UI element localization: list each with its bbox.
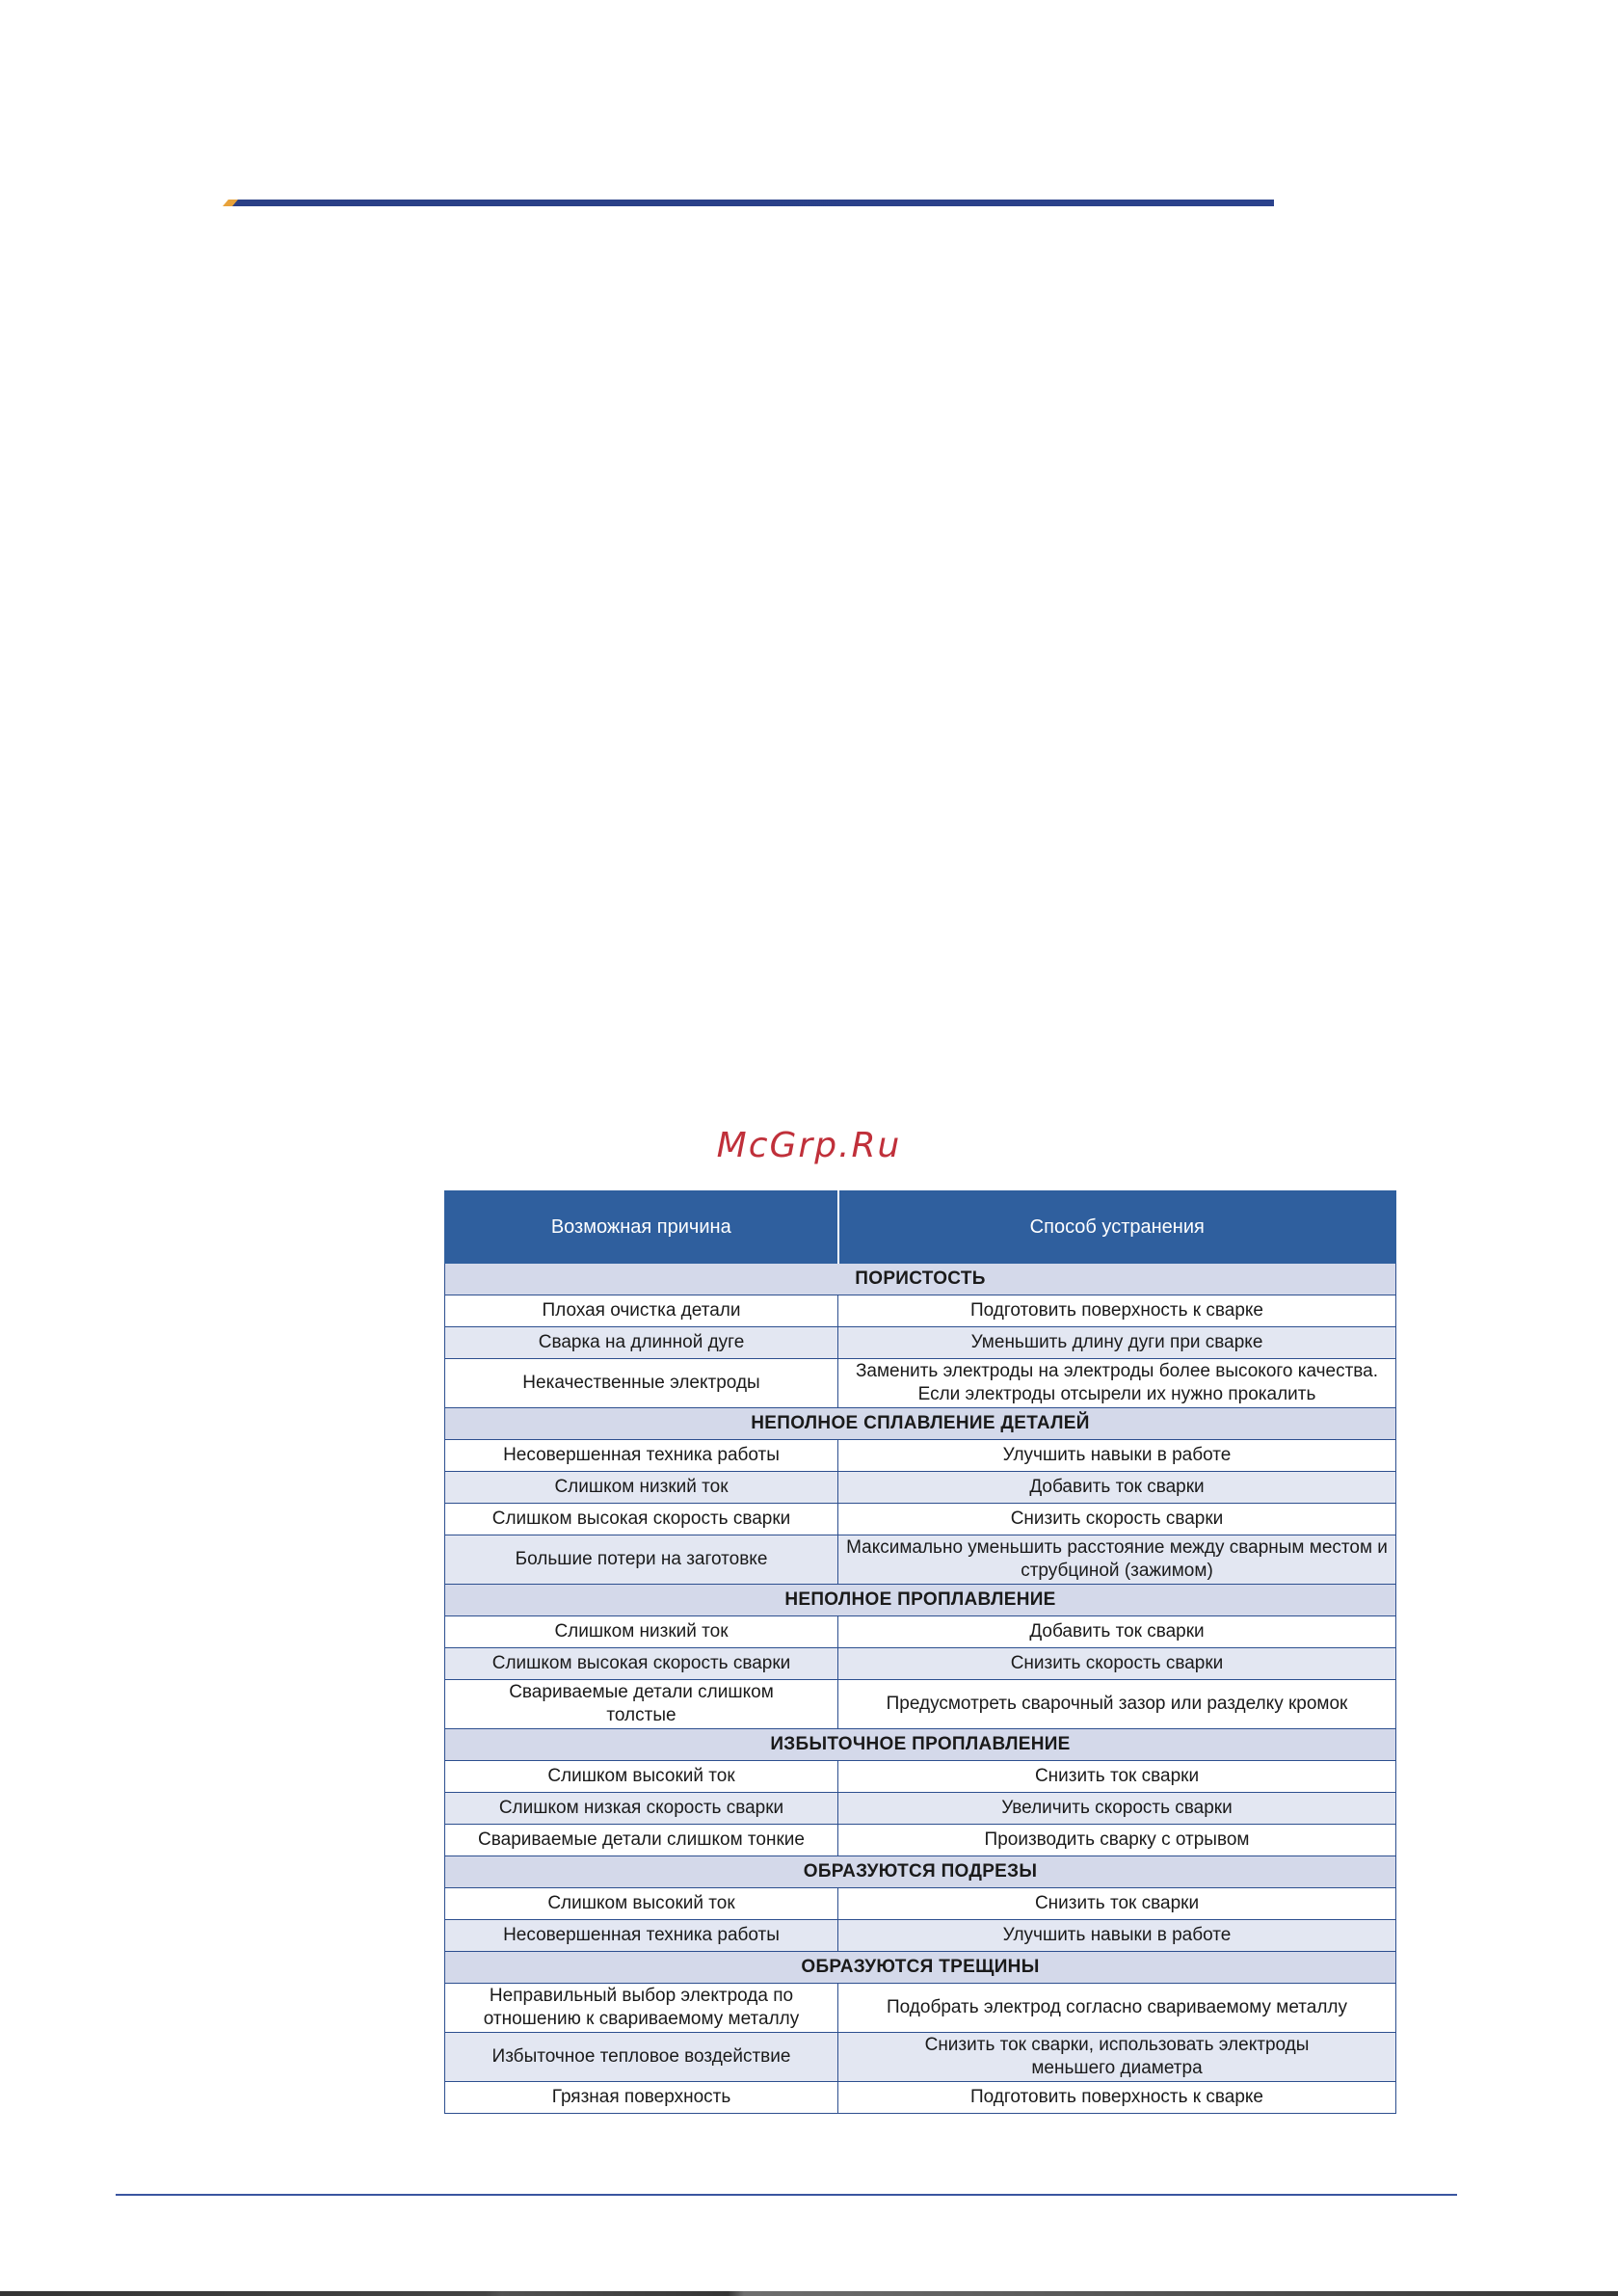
table-row	[445, 1648, 1396, 1680]
cause-cell: Избыточное тепловое воздействие	[445, 2033, 838, 2082]
table-row	[445, 2082, 1396, 2114]
section-title: ПОРИСТОСТЬ	[445, 1264, 1396, 1295]
table-row	[445, 1440, 1396, 1472]
fix-cell: Снизить ток сварки	[838, 1761, 1396, 1793]
table-header-row	[445, 1191, 1396, 1264]
fix-cell: Предусмотреть сварочный зазор или разделку кромок	[838, 1680, 1396, 1729]
section-row	[445, 1408, 1396, 1440]
cause-cell: Слишком низкая скорость сварки	[445, 1793, 838, 1825]
table-row	[445, 1984, 1396, 2033]
troubleshooting-table-wrap	[444, 1190, 1395, 2114]
fix-cell: Заменить электроды на электроды более высокого качества. Если электроды отсырели их нужно прокалить	[838, 1359, 1396, 1408]
cause-cell: Слишком высокий ток	[445, 1761, 838, 1793]
fix-cell: Подготовить поверхность к сварке	[838, 2082, 1396, 2114]
table-row	[445, 1504, 1396, 1535]
cause-cell: Слишком высокая скорость сварки	[445, 1504, 838, 1535]
cause-cell: Свариваемые детали слишком тонкие	[445, 1825, 838, 1856]
cause-cell: Слишком высокая скорость сварки	[445, 1648, 838, 1680]
cause-cell: Слишком низкий ток	[445, 1472, 838, 1504]
section-row	[445, 1856, 1396, 1888]
fix-cell: Добавить ток сварки	[838, 1616, 1396, 1648]
table-row	[445, 2033, 1396, 2082]
table-row	[445, 1616, 1396, 1648]
section-title: ИЗБЫТОЧНОЕ ПРОПЛАВЛЕНИЕ	[445, 1729, 1396, 1761]
header-fix: Способ устранения	[838, 1191, 1396, 1264]
fix-cell: Уменьшить длину дуги при сварке	[838, 1327, 1396, 1359]
fix-cell: Улучшить навыки в работе	[838, 1920, 1396, 1952]
fix-cell: Увеличить скорость сварки	[838, 1793, 1396, 1825]
cause-cell: Слишком высокий ток	[445, 1888, 838, 1920]
table-row	[445, 1472, 1396, 1504]
table-row	[445, 1793, 1396, 1825]
fix-cell: Подобрать электрод согласно свариваемому металлу	[838, 1984, 1396, 2033]
fix-cell: Максимально уменьшить расстояние между сварным местом и струбциной (зажимом)	[838, 1535, 1396, 1585]
table-row	[445, 1535, 1396, 1585]
section-row	[445, 1585, 1396, 1616]
section-row	[445, 1729, 1396, 1761]
section-title: НЕПОЛНОЕ ПРОПЛАВЛЕНИЕ	[445, 1585, 1396, 1616]
cause-cell: Большие потери на заготовке	[445, 1535, 838, 1585]
cause-cell: Неправильный выбор электрода по отношению к свариваемому металлу	[445, 1984, 838, 2033]
table-row	[445, 1359, 1396, 1408]
table-row	[445, 1920, 1396, 1952]
fix-cell: Добавить ток сварки	[838, 1472, 1396, 1504]
header-cause: Возможная причина	[445, 1191, 838, 1264]
table-row	[445, 1888, 1396, 1920]
fix-cell: Снизить скорость сварки	[838, 1648, 1396, 1680]
section-title: ОБРАЗУЮТСЯ ПОДРЕЗЫ	[445, 1856, 1396, 1888]
table-row	[445, 1825, 1396, 1856]
footer-rule	[116, 2194, 1457, 2196]
cause-cell: Плохая очистка детали	[445, 1295, 838, 1327]
scan-edge-artifact	[0, 2291, 1618, 2296]
header-rule	[231, 200, 1274, 206]
section-row	[445, 1264, 1396, 1295]
cause-cell: Несовершенная техника работы	[445, 1440, 838, 1472]
fix-cell: Снизить ток сварки	[838, 1888, 1396, 1920]
section-title: ОБРАЗУЮТСЯ ТРЕЩИНЫ	[445, 1952, 1396, 1984]
cause-cell: Некачественные электроды	[445, 1359, 838, 1408]
section-title: НЕПОЛНОЕ СПЛАВЛЕНИЕ ДЕТАЛЕЙ	[445, 1408, 1396, 1440]
fix-cell: Улучшить навыки в работе	[838, 1440, 1396, 1472]
table-row	[445, 1680, 1396, 1729]
section-row	[445, 1952, 1396, 1984]
watermark: McGrp.Ru	[716, 1126, 902, 1165]
troubleshooting-table	[444, 1190, 1396, 2114]
table-row	[445, 1295, 1396, 1327]
cause-cell: Свариваемые детали слишком толстые	[445, 1680, 838, 1729]
table-row	[445, 1327, 1396, 1359]
fix-cell: Снизить скорость сварки	[838, 1504, 1396, 1535]
cause-cell: Несовершенная техника работы	[445, 1920, 838, 1952]
fix-cell: Снизить ток сварки, использовать электроды меньшего диаметра	[838, 2033, 1396, 2082]
cause-cell: Слишком низкий ток	[445, 1616, 838, 1648]
fix-cell: Производить сварку с отрывом	[838, 1825, 1396, 1856]
cause-cell: Грязная поверхность	[445, 2082, 838, 2114]
table-row	[445, 1761, 1396, 1793]
fix-cell: Подготовить поверхность к сварке	[838, 1295, 1396, 1327]
cause-cell: Сварка на длинной дуге	[445, 1327, 838, 1359]
